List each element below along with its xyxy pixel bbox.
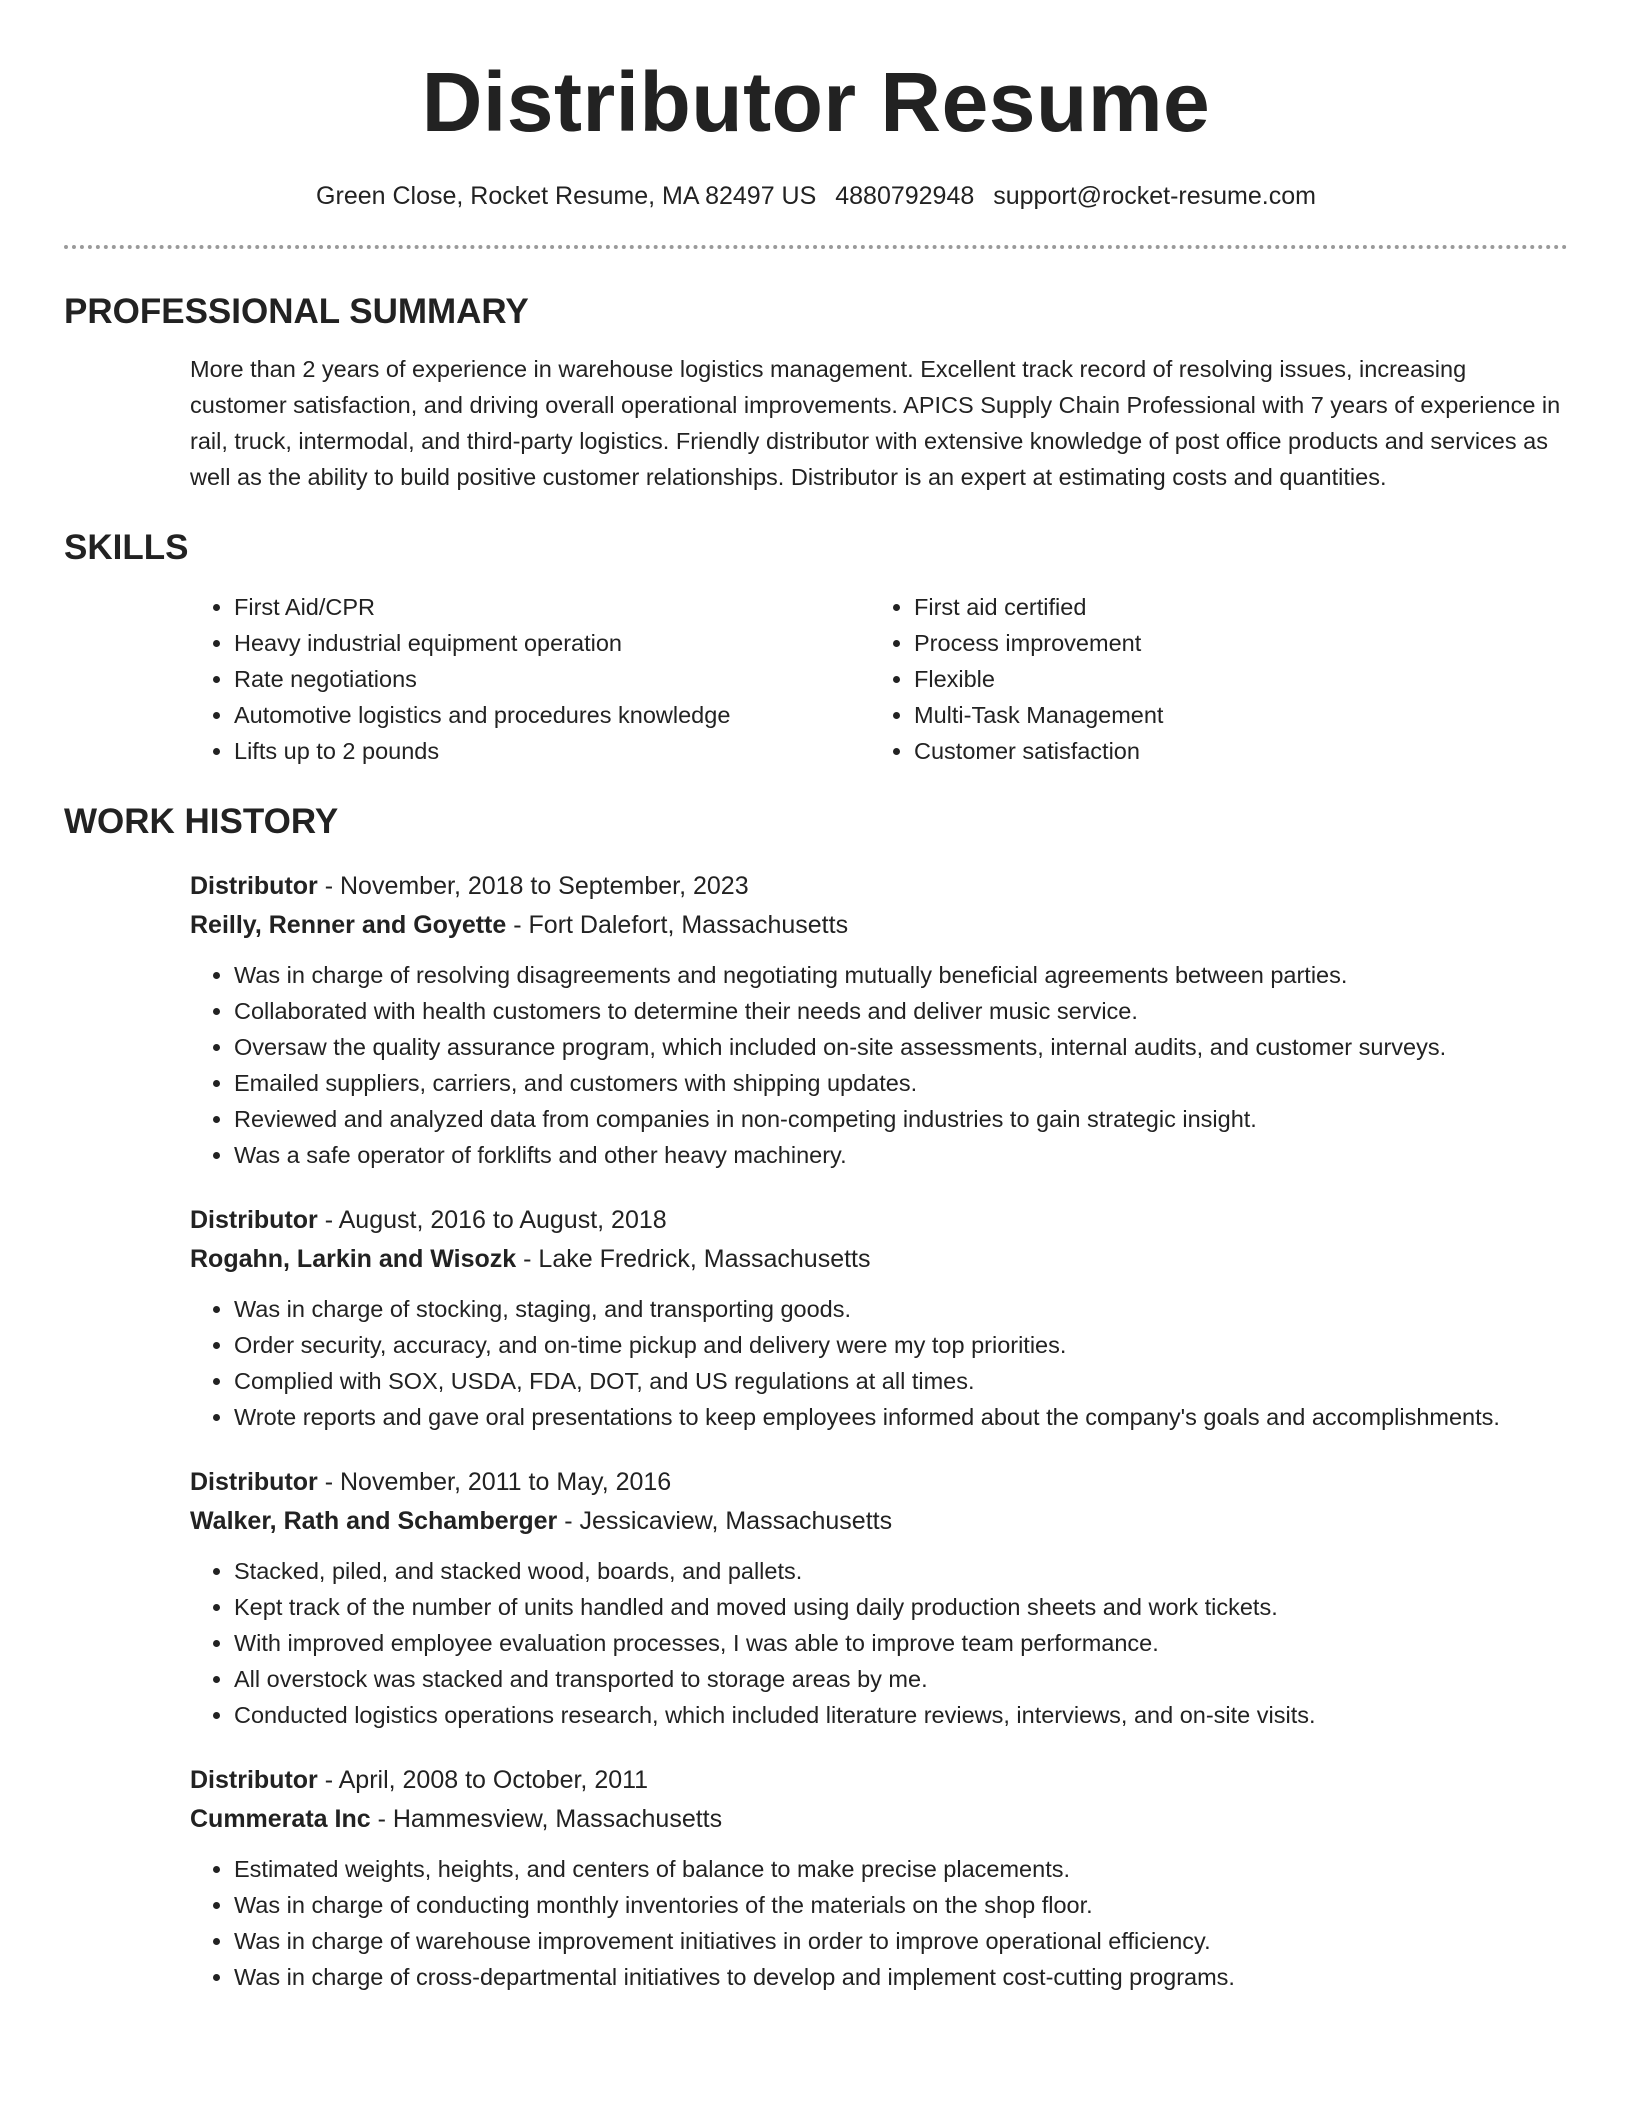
job-bullet: • Was in charge of cross-departmental initiatives to develop and implement cost-cutting programs.: [234, 1959, 1568, 1995]
job-bullet: • Conducted logistics operations research, which included literature reviews, interviews, and on-site visits.: [234, 1697, 1568, 1733]
job-bullet: • Emailed suppliers, carriers, and customers with shipping updates.: [234, 1065, 1568, 1101]
job-company-line: [190, 1240, 1568, 1279]
job-bullets: [190, 1553, 1568, 1733]
job-bullet: • Was in charge of warehouse improvement initiatives in order to improve operational efficiency.: [234, 1923, 1568, 1959]
job-title: Distributor: [190, 1206, 318, 1235]
job-location: - Hammesview, Massachusetts: [370, 1805, 723, 1834]
skill-item: • First aid certified: [914, 589, 1550, 625]
job-dates: - April, 2008 to October, 2011: [317, 1766, 649, 1795]
job-bullet: • With improved employee evaluation processes, I was able to improve team performance.: [234, 1625, 1568, 1661]
skills-body: [64, 589, 1568, 769]
job-bullet: • Was in charge of stocking, staging, and transporting goods.: [234, 1291, 1568, 1327]
contact-email: support@rocket-resume.com: [993, 182, 1316, 211]
job-entry: [190, 1463, 1568, 1733]
job-title: Distributor: [190, 1766, 318, 1795]
skills-grid: [190, 589, 1568, 769]
job-dates: - August, 2016 to August, 2018: [317, 1206, 667, 1235]
job-bullet: • Reviewed and analyzed data from companies in non-competing industries to gain strategic insight.: [234, 1101, 1568, 1137]
header-divider: [64, 245, 1568, 249]
job-company: Rogahn, Larkin and Wisozk: [190, 1245, 517, 1274]
skill-item: • Customer satisfaction: [914, 733, 1550, 769]
work-history-section: [64, 801, 1568, 1995]
job-entry: [190, 867, 1568, 1173]
job-dates: - November, 2018 to September, 2023: [317, 872, 749, 901]
job-company: Reilly, Renner and Goyette: [190, 911, 507, 940]
job-dates: - November, 2011 to May, 2016: [317, 1468, 672, 1497]
job-bullet: • Collaborated with health customers to determine their needs and deliver music service.: [234, 993, 1568, 1029]
job-entry: [190, 1761, 1568, 1995]
skill-item: • Flexible: [914, 661, 1550, 697]
job-title: Distributor: [190, 1468, 318, 1497]
job-bullet: • Was in charge of conducting monthly inventories of the materials on the shop floor.: [234, 1887, 1568, 1923]
job-bullets: [190, 1291, 1568, 1435]
job-company-line: [190, 906, 1568, 945]
job-title-line: [190, 1201, 1568, 1240]
summary-section: [64, 291, 1568, 495]
job-title-line: [190, 1463, 1568, 1502]
job-company-line: [190, 1502, 1568, 1541]
contact-phone: 4880792948: [835, 182, 975, 211]
job-company-line: [190, 1800, 1568, 1839]
skill-item: • Process improvement: [914, 625, 1550, 661]
job-location: - Jessicaview, Massachusetts: [557, 1507, 893, 1536]
job-bullets: [190, 957, 1568, 1173]
job-title: Distributor: [190, 872, 318, 901]
skills-heading: SKILLS: [64, 528, 189, 568]
job-bullet: • All overstock was stacked and transported to storage areas by me.: [234, 1661, 1568, 1697]
skills-column-left: [190, 589, 870, 769]
job-bullet: • Wrote reports and gave oral presentations to keep employees informed about the company's goals and accomplishments.: [234, 1399, 1568, 1435]
job-location: - Lake Fredrick, Massachusetts: [516, 1245, 871, 1274]
job-location: - Fort Dalefort, Massachusetts: [506, 911, 849, 940]
page-title: Distributor Resume: [421, 55, 1211, 149]
summary-body: [64, 351, 1568, 495]
skill-item: • Multi-Task Management: [914, 697, 1550, 733]
job-bullet: • Kept track of the number of units handled and moved using daily production sheets and work tickets.: [234, 1589, 1568, 1625]
job-bullet: • Stacked, piled, and stacked wood, boards, and pallets.: [234, 1553, 1568, 1589]
job-company: Cummerata Inc: [190, 1805, 371, 1834]
job-bullet: • Complied with SOX, USDA, FDA, DOT, and US regulations at all times.: [234, 1363, 1568, 1399]
contact-line: [64, 182, 1568, 211]
contact-address: Green Close, Rocket Resume, MA 82497 US: [316, 182, 817, 211]
summary-text: More than 2 years of experience in warehouse logistics management. Excellent track record of resolving issues, increasing customer satisfaction, and driving overall operational improvements. APICS Supply Chain Professional with 7 years of experience in rail, truck, intermodal, and third-party logistics. Friendly distributor with extensive knowledge of post office products and services as well as the ability to build positive customer relationships. Distributor is an expert at estimating costs and quantities.: [190, 356, 1561, 491]
job-bullets: [190, 1851, 1568, 1995]
job-bullet: • Order security, accuracy, and on-time pickup and delivery were my top priorities.: [234, 1327, 1568, 1363]
job-bullet: • Was a safe operator of forklifts and other heavy machinery.: [234, 1137, 1568, 1173]
skill-item: • Automotive logistics and procedures knowledge: [234, 697, 870, 733]
job-bullet: • Oversaw the quality assurance program, which included on-site assessments, internal audits, and customer surveys.: [234, 1029, 1568, 1065]
skill-item: • First Aid/CPR: [234, 589, 870, 625]
work-history-body: [64, 867, 1568, 1995]
job-bullet: • Estimated weights, heights, and centers of balance to make precise placements.: [234, 1851, 1568, 1887]
skill-item: • Rate negotiations: [234, 661, 870, 697]
skill-item: • Lifts up to 2 pounds: [234, 733, 870, 769]
job-title-line: [190, 1761, 1568, 1800]
job-bullet: • Was in charge of resolving disagreements and negotiating mutually beneficial agreements between parties.: [234, 957, 1568, 993]
work-history-heading: WORK HISTORY: [64, 802, 339, 842]
summary-heading: PROFESSIONAL SUMMARY: [64, 292, 529, 332]
skills-section: [64, 527, 1568, 769]
job-title-line: [190, 867, 1568, 906]
skills-column-right: [870, 589, 1550, 769]
job-company: Walker, Rath and Schamberger: [190, 1507, 558, 1536]
skill-item: • Heavy industrial equipment operation: [234, 625, 870, 661]
job-entry: [190, 1201, 1568, 1435]
resume-header: [64, 0, 1568, 249]
